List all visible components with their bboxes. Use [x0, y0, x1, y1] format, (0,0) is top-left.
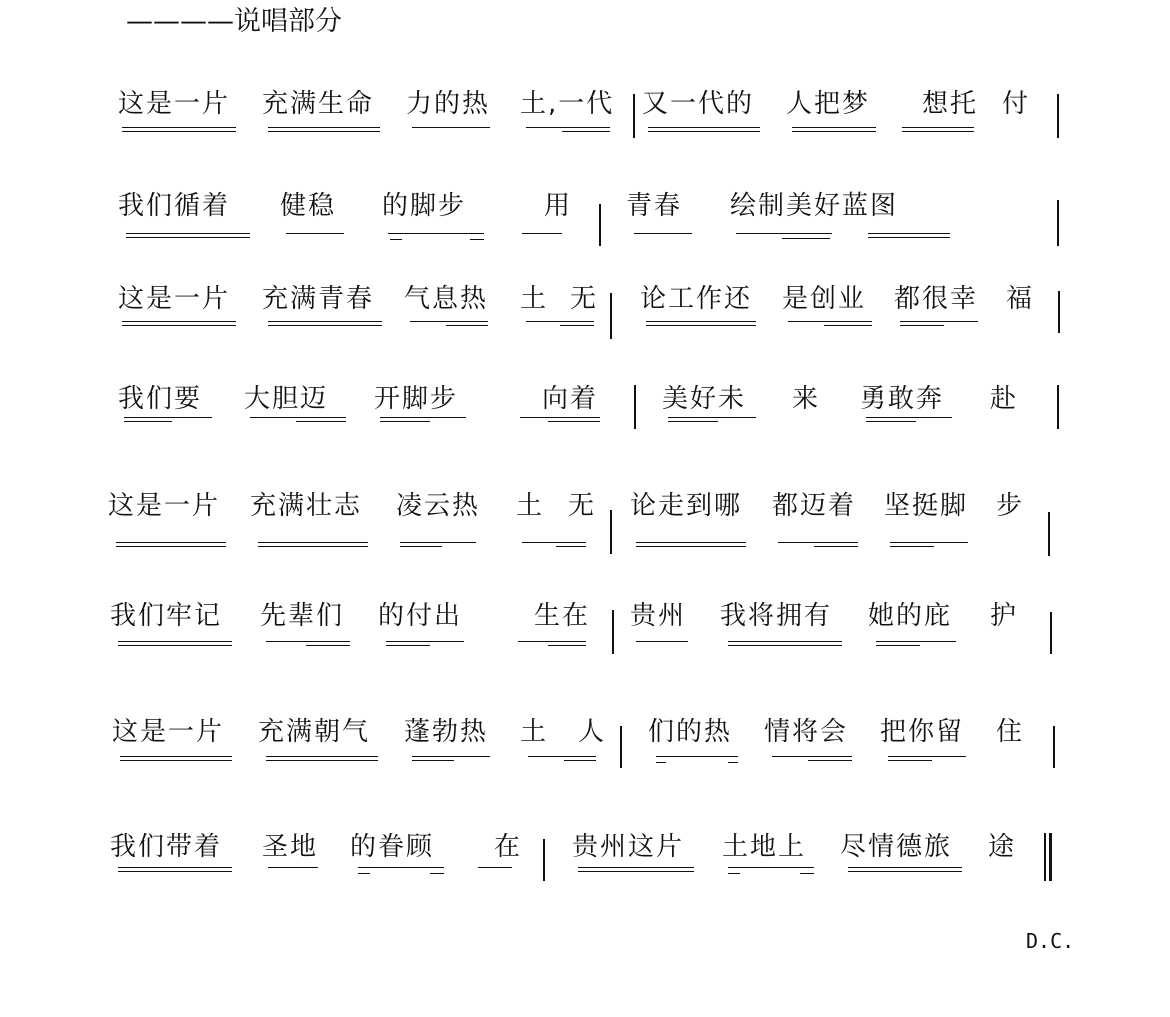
lyric-segment: 气息热: [404, 284, 489, 314]
rhythm-underline: [800, 873, 814, 874]
rhythm-underline: [400, 542, 476, 543]
rhythm-underline: [268, 867, 318, 868]
lyric-segment: 论工作还: [640, 284, 753, 314]
lyric-segment: 这是一片: [108, 491, 221, 521]
lyric-segment: 护: [990, 601, 1019, 631]
lyric-segment: 凌云热: [396, 491, 481, 521]
rhythm-underline: [410, 321, 488, 322]
lyric-segment: 无: [570, 284, 599, 314]
lyric-segment: 情将会: [764, 717, 849, 747]
rhythm-underline: [866, 421, 916, 422]
lyric-segment: 她的庇: [868, 601, 953, 631]
lyric-line-3: [0, 281, 1170, 371]
rhythm-underline: [888, 760, 932, 761]
lyric-segment: 土: [520, 284, 549, 314]
rhythm-underline: [560, 325, 594, 326]
lyric-segment: 充满生命: [262, 89, 375, 119]
lyric-segment: 美好未: [662, 384, 747, 414]
lyric-segment: 青春: [626, 191, 683, 221]
rhythm-underline: [412, 760, 454, 761]
lyric-segment: 贵州: [630, 601, 687, 631]
lyric-segment: 开脚步: [374, 384, 459, 414]
rhythm-underline: [866, 417, 952, 418]
rhythm-underline: [430, 873, 444, 874]
rhythm-underline: [296, 421, 346, 422]
lyric-segment: 来: [792, 384, 821, 414]
rhythm-underline: [668, 417, 756, 418]
rhythm-underline: [126, 233, 250, 238]
rhythm-underline: [120, 756, 232, 761]
lyric-segment: 土: [520, 717, 549, 747]
lyric-segment: 都很幸: [894, 284, 979, 314]
lyric-line-4: [0, 381, 1170, 471]
lyric-segment: 力的热: [406, 89, 491, 119]
lyric-segment: 贵州这片: [572, 832, 685, 862]
rhythm-underline: [520, 417, 600, 418]
rhythm-underline: [268, 127, 380, 132]
lyric-segment: 土地上: [722, 832, 807, 862]
lyric-segment: 想托: [922, 89, 979, 119]
lyric-segment: 这是一片: [118, 284, 231, 314]
rhythm-underline: [118, 641, 232, 646]
lyric-segment: 的脚步: [382, 191, 467, 221]
barline: [1058, 291, 1060, 333]
rhythm-underline: [446, 325, 488, 326]
rhythm-underline: [268, 321, 382, 326]
rhythm-underline: [122, 321, 236, 326]
lyric-segment: 大胆迈: [244, 384, 329, 414]
rhythm-underline: [124, 417, 212, 418]
lyric-segment: 向着: [542, 384, 599, 414]
barline: [610, 293, 612, 339]
lyric-segment: 充满青春: [262, 284, 375, 314]
rhythm-underline: [792, 127, 876, 132]
barline: [612, 610, 614, 654]
rhythm-underline: [890, 546, 934, 547]
lyric-segment: 步: [996, 491, 1025, 521]
lyric-segment: 土: [516, 491, 545, 521]
rhythm-underline: [808, 760, 852, 761]
lyric-segment: 圣地: [262, 832, 319, 862]
rhythm-underline: [386, 645, 430, 646]
rhythm-underline: [902, 127, 974, 132]
section-title: ————说唱部分: [126, 6, 342, 37]
barline: [1057, 94, 1059, 138]
lyric-line-1: [0, 86, 1170, 176]
rhythm-underline: [400, 546, 442, 547]
rhythm-underline: [578, 867, 694, 872]
lyric-segment: 人把梦: [786, 89, 871, 119]
lyric-segment: 住: [996, 717, 1025, 747]
lyric-segment: 充满朝气: [258, 717, 371, 747]
lyric-segment: 付: [1002, 89, 1031, 119]
lyric-segment: 健稳: [280, 191, 337, 221]
lyric-segment: 我们牢记: [110, 601, 223, 631]
lyric-segment: 我们带着: [110, 832, 223, 862]
rhythm-underline: [814, 546, 858, 547]
lyric-segment: 土,一代: [520, 89, 615, 119]
da-capo-mark: D.C.: [1026, 929, 1075, 953]
rhythm-underline: [890, 542, 968, 543]
lyric-segment: 尽情德旅: [840, 832, 953, 862]
lyric-segment: 这是一片: [112, 717, 225, 747]
lyric-line-5: [0, 488, 1170, 578]
rhythm-underline: [258, 542, 368, 547]
rhythm-underline: [522, 233, 562, 234]
barline: [633, 94, 635, 138]
lyric-segment: 勇敢奔: [860, 384, 945, 414]
lyric-segment: 先辈们: [260, 601, 345, 631]
final-barline: [1044, 833, 1046, 881]
lyric-segment: 坚挺脚: [884, 491, 969, 521]
barline: [1057, 385, 1059, 429]
rhythm-underline: [266, 641, 350, 642]
rhythm-underline: [118, 867, 232, 872]
lyric-segment: 我们循着: [118, 191, 231, 221]
barline: [1048, 512, 1050, 556]
rhythm-underline: [548, 421, 600, 422]
rhythm-underline: [124, 421, 172, 422]
barline: [1050, 612, 1052, 654]
rhythm-underline: [562, 131, 610, 132]
rhythm-underline: [548, 645, 586, 646]
lyric-segment: 赴: [990, 384, 1019, 414]
barline: [599, 204, 601, 246]
lyric-segment: 论走到哪: [630, 491, 743, 521]
rhythm-underline: [286, 233, 344, 234]
lyric-segment: 绘制美好蓝图: [730, 191, 899, 221]
rhythm-underline: [266, 756, 378, 761]
lyric-segment: 把你留: [880, 717, 965, 747]
rhythm-underline: [646, 321, 756, 326]
rhythm-underline: [306, 645, 350, 646]
rhythm-underline: [390, 239, 402, 240]
rhythm-underline: [778, 542, 858, 543]
rhythm-underline: [888, 756, 966, 757]
lyric-segment: 都迈着: [772, 491, 857, 521]
rhythm-underline: [636, 542, 746, 547]
rhythm-underline: [526, 321, 594, 322]
rhythm-underline: [782, 238, 830, 239]
rhythm-underline: [868, 233, 950, 238]
rhythm-underline: [728, 762, 738, 763]
lyric-segment: 无: [568, 491, 597, 521]
rhythm-underline: [900, 321, 978, 322]
rhythm-underline: [668, 421, 718, 422]
lyric-segment: 蓬勃热: [404, 717, 489, 747]
lyric-segment: 人: [578, 717, 607, 747]
lyric-segment: 的眷顾: [350, 832, 435, 862]
rhythm-underline: [518, 641, 586, 642]
rhythm-underline: [478, 867, 512, 868]
rhythm-underline: [470, 239, 484, 240]
rhythm-underline: [824, 325, 872, 326]
rhythm-underline: [636, 641, 688, 642]
final-barline: [1049, 833, 1052, 881]
lyric-segment: 在: [494, 832, 523, 862]
rhythm-underline: [564, 760, 596, 761]
barline: [620, 726, 622, 768]
lyric-segment: 充满壮志: [250, 491, 363, 521]
rhythm-underline: [526, 127, 610, 128]
rhythm-underline: [412, 127, 490, 128]
rhythm-underline: [380, 417, 466, 418]
lyric-segment: 是创业: [782, 284, 867, 314]
rhythm-underline: [358, 873, 370, 874]
lyric-segment: 这是一片: [118, 89, 231, 119]
rhythm-underline: [788, 321, 872, 322]
barline: [610, 510, 612, 554]
rhythm-underline: [522, 542, 586, 543]
rhythm-underline: [876, 641, 956, 642]
barline: [634, 385, 636, 429]
lyric-segment: 们的热: [648, 717, 733, 747]
rhythm-underline: [736, 233, 832, 234]
barline: [1053, 726, 1055, 768]
rhythm-underline: [900, 325, 944, 326]
rhythm-underline: [388, 233, 484, 234]
rhythm-underline: [250, 417, 346, 418]
lyric-segment: 我们要: [118, 384, 203, 414]
rhythm-underline: [634, 233, 692, 234]
lyric-line-7: [0, 714, 1170, 804]
rhythm-underline: [728, 867, 814, 868]
lyric-segment: 福: [1006, 284, 1035, 314]
lyric-line-8: [0, 829, 1170, 919]
rhythm-underline: [656, 756, 738, 757]
lyric-segment: 途: [988, 832, 1017, 862]
lyric-segment: 我将拥有: [720, 601, 833, 631]
barline: [543, 839, 545, 881]
lyric-line-6: [0, 598, 1170, 688]
barline: [1057, 200, 1059, 246]
rhythm-underline: [116, 542, 226, 547]
rhythm-underline: [556, 546, 586, 547]
rhythm-underline: [728, 641, 842, 646]
lyric-segment: 又一代的: [642, 89, 755, 119]
lyric-segment: 的付出: [378, 601, 463, 631]
rhythm-underline: [122, 127, 236, 132]
rhythm-underline: [386, 641, 464, 642]
rhythm-underline: [876, 645, 920, 646]
rhythm-underline: [380, 421, 430, 422]
rhythm-underline: [728, 873, 740, 874]
rhythm-underline: [528, 756, 596, 757]
rhythm-underline: [648, 127, 760, 132]
rhythm-underline: [848, 867, 962, 872]
lyric-line-2: [0, 188, 1170, 278]
rhythm-underline: [656, 762, 666, 763]
lyric-segment: 生在: [534, 601, 591, 631]
rhythm-underline: [358, 867, 444, 868]
rhythm-underline: [772, 756, 852, 757]
lyric-segment: 用: [544, 191, 573, 221]
rhythm-underline: [412, 756, 490, 757]
